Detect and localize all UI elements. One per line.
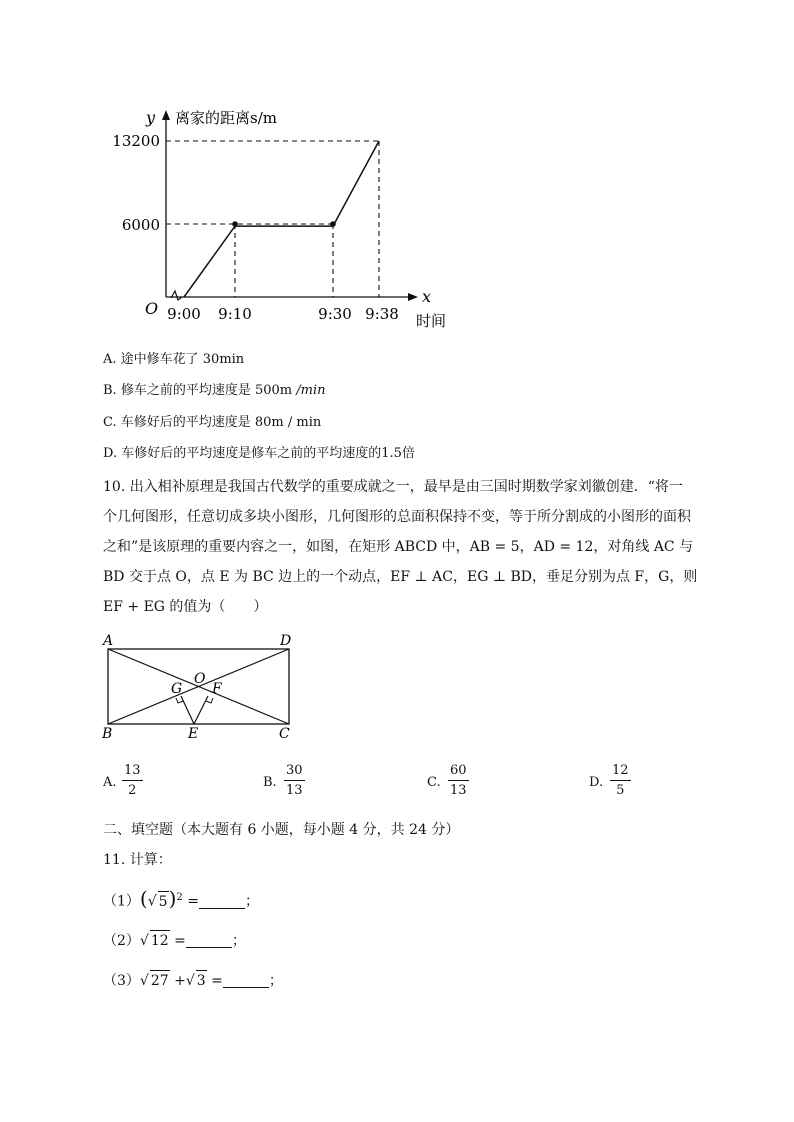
q9-option-a: A. 途中修车花了 30min — [103, 352, 245, 367]
denominator: 2 — [128, 783, 137, 798]
numerator: 60 — [450, 763, 467, 778]
segment-eg — [181, 696, 194, 724]
q11-3-radicand-1: 27 — [150, 970, 170, 991]
x-axis-letter: x — [422, 287, 432, 306]
q11-part-3: （3）√ 27 +√ 3 = ； — [103, 970, 283, 991]
answer-blank-3[interactable] — [223, 973, 269, 988]
semicolon: ； — [268, 973, 283, 989]
label-d: D — [280, 633, 292, 649]
distance-time-graph — [112, 100, 470, 335]
q9-option-b-text: B. 修车之前的平均速度是 500m — [103, 383, 293, 398]
y-axis-letter: y — [146, 108, 156, 127]
q9-option-b: B. 修车之前的平均速度是 500m /min — [103, 383, 326, 398]
q10-option-a-fraction — [122, 763, 143, 798]
q10-option-c-fraction — [448, 763, 469, 798]
q10-line-5: EF + EG 的值为（ ） — [103, 599, 268, 615]
plus-sign: + — [174, 973, 186, 989]
x-axis-title: 时间 — [416, 312, 447, 330]
label-c: C — [279, 726, 290, 742]
equals-sign: = — [211, 973, 223, 989]
q10-option-b-fraction — [284, 763, 305, 798]
q11-part-2: （2）√ 12 = ； — [103, 930, 246, 951]
denominator: 13 — [450, 783, 467, 798]
denominator: 13 — [286, 783, 303, 798]
y-tick-6000: 6000 — [121, 216, 160, 234]
q11-title: 11. 计算： — [103, 852, 172, 868]
origin-label: O — [145, 299, 159, 318]
q11-3-label: （3） — [103, 973, 140, 989]
label-a: A — [103, 633, 114, 649]
point-910 — [232, 221, 238, 227]
rectangle-figure — [98, 630, 308, 742]
answer-blank-1[interactable] — [199, 894, 245, 909]
segment-ef — [194, 696, 208, 724]
section2-heading: 二、填空题（本大题有 6 小题，每小题 4 分，共 24 分） — [103, 822, 460, 838]
label-f: F — [212, 681, 222, 697]
y-axis-arrow — [162, 110, 170, 120]
x-tick-910: 9:10 — [218, 305, 252, 323]
q10-option-c-letter: C. — [427, 775, 441, 790]
axis-break — [171, 291, 182, 300]
label-o: O — [194, 671, 206, 687]
q10-option-b-letter: B. — [263, 775, 277, 790]
label-e: E — [188, 726, 199, 742]
numerator: 13 — [124, 763, 141, 778]
label-g: G — [171, 681, 183, 697]
x-tick-930: 9:30 — [318, 305, 352, 323]
q10-option-d-fraction — [610, 763, 631, 798]
q11-2-radicand: 12 — [150, 930, 170, 951]
equals-sign: = — [174, 933, 186, 949]
q10-option-a-letter: A. — [103, 775, 117, 790]
x-axis-arrow — [408, 293, 418, 301]
point-930 — [330, 221, 336, 227]
series-line — [184, 141, 379, 297]
q10-line-2: 个几何图形，任意切成多块小图形，几何图形的总面积保持不变，等于所分割成的小图形的面积 — [103, 509, 691, 525]
q10-question — [103, 472, 703, 622]
q11-part-1: （1）(√ 5)$^2$ = ； — [103, 886, 259, 911]
x-tick-900: 9:00 — [167, 305, 201, 323]
q11-1-radicand: 5 — [158, 891, 169, 912]
q11-3-radicand-2: 3 — [196, 970, 207, 991]
q10-option-d-letter: D. — [589, 775, 604, 790]
q9-option-d: D. 车修好后的平均速度是修车之前的平均速度的1.5倍 — [103, 446, 415, 461]
q10-line-1: 10. 出入相补原理是我国古代数学的重要成就之一，最早是由三国时期数学家刘徽创建．“将一 — [103, 479, 683, 495]
semicolon: ； — [244, 893, 259, 910]
y-tick-13200: 13200 — [112, 132, 160, 150]
q11-1-label: （1） — [103, 893, 140, 910]
denominator: 5 — [616, 783, 625, 798]
numerator: 12 — [612, 763, 629, 778]
label-b: B — [102, 726, 113, 742]
y-axis-title: 离家的距离s/m — [175, 109, 277, 127]
answer-blank-2[interactable] — [186, 933, 232, 948]
q9-option-b-unit: min — [300, 383, 326, 398]
q10-line-4: BD 交于点 O，点 E 为 BC 边上的一个动点，EF ⊥ AC，EG ⊥ BD，垂足分别为点 F，G，则 — [103, 569, 698, 585]
numerator: 30 — [286, 763, 303, 778]
q11-1-exponent: 2 — [176, 892, 183, 903]
q10-line-3: 之和”是该原理的重要内容之一，如图，在矩形 ABCD 中，AB = 5，AD = 12，对角线 AC 与 — [103, 539, 694, 555]
q9-option-c: C. 车修好后的平均速度是 80m / min — [103, 415, 322, 430]
q11-2-label: （2） — [103, 933, 140, 949]
equals-sign: = — [187, 893, 199, 910]
semicolon: ； — [231, 933, 246, 949]
x-tick-938: 9:38 — [365, 305, 399, 323]
